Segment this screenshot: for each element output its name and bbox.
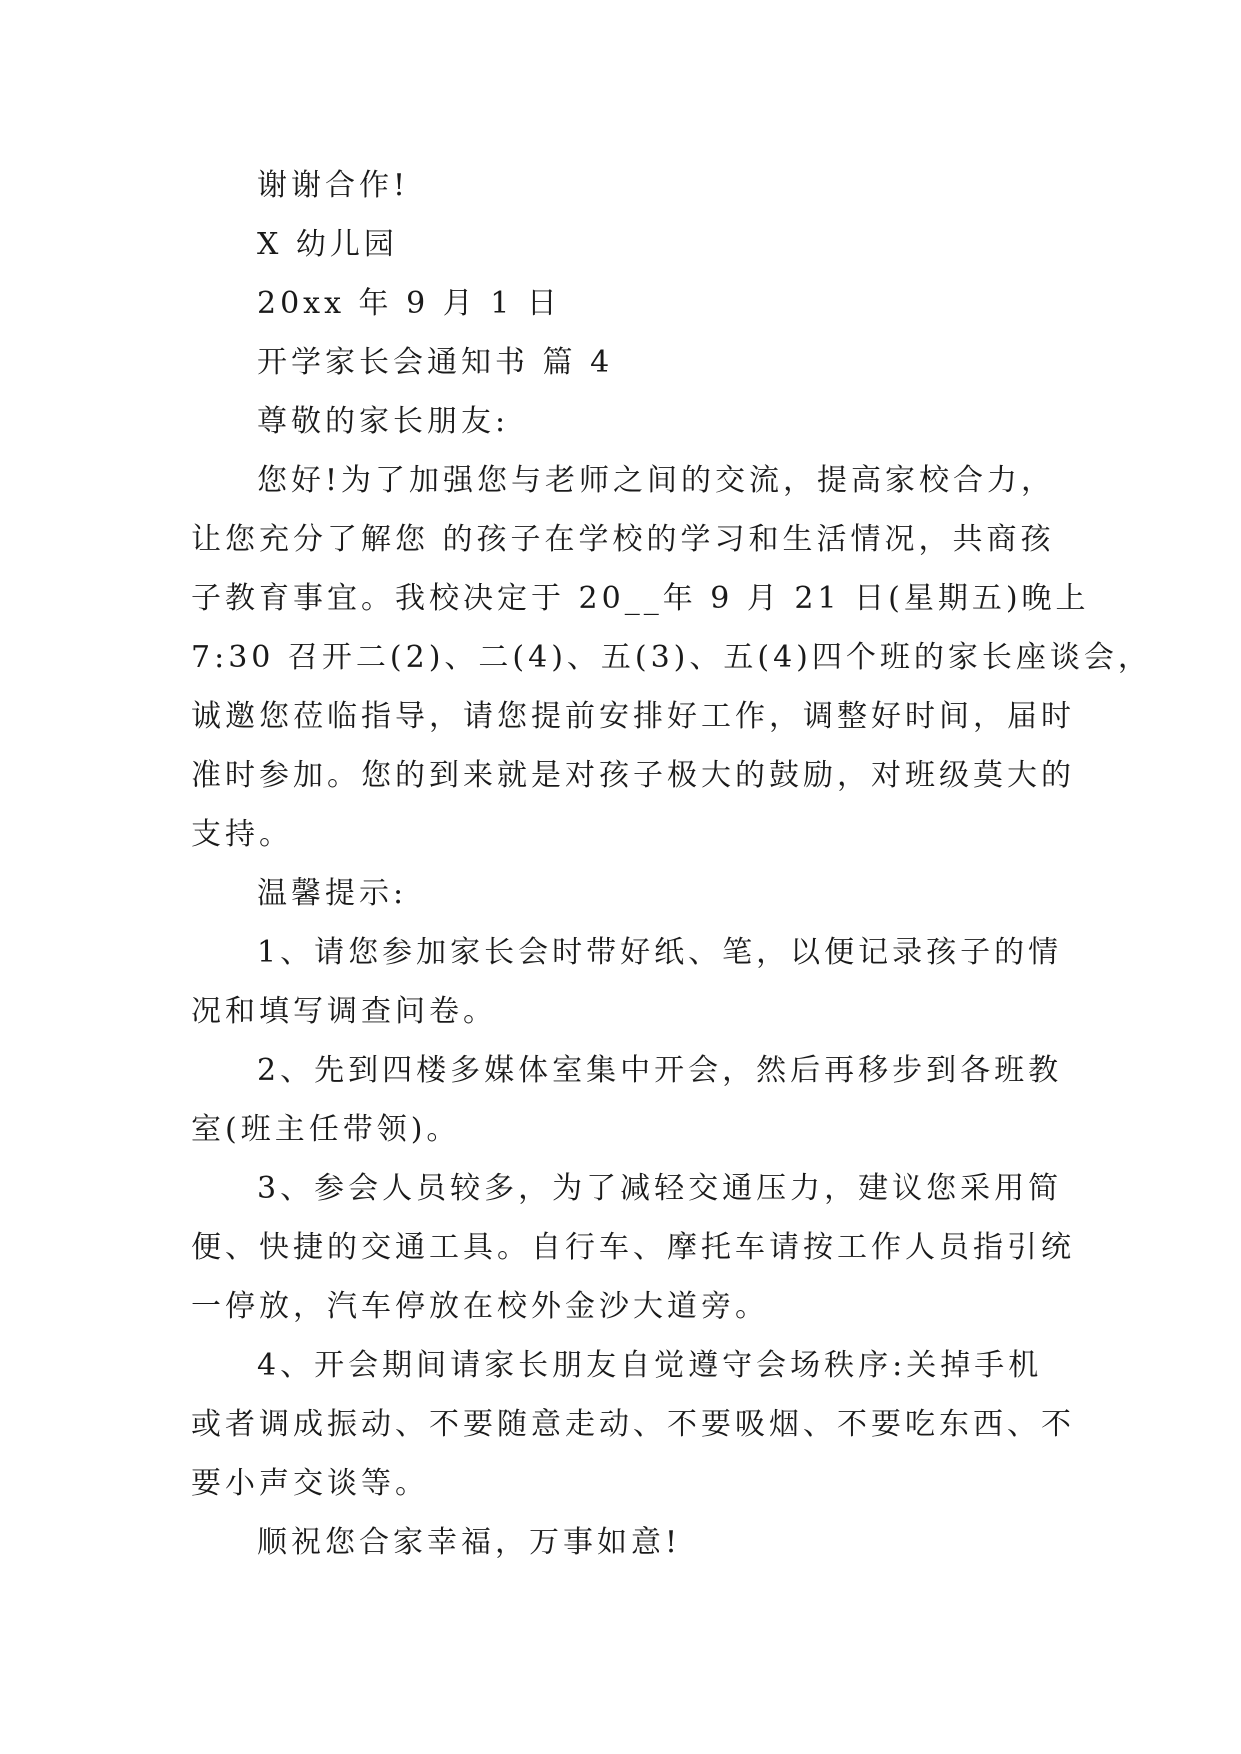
tip-line: 要小声交谈等。 <box>191 1466 429 1501</box>
tip-line: 一停放，汽车停放在校外金沙大道旁。 <box>191 1289 769 1324</box>
body-line: 7:30 召开二(2)、二(4)、五(3)、五(4)四个班的家长座谈会， <box>191 640 1152 675</box>
tip-line: 3、参会人员较多，为了减轻交通压力，建议您采用简 <box>257 1171 1063 1206</box>
body-line: 准时参加。您的到来就是对孩子极大的鼓励，对班级莫大的 <box>191 758 1075 793</box>
closing-wish: 顺祝您合家幸福，万事如意! <box>257 1525 682 1560</box>
tips-heading: 温馨提示: <box>257 876 408 911</box>
tip-line: 2、先到四楼多媒体室集中开会，然后再移步到各班教 <box>257 1053 1063 1088</box>
tip-line: 况和填写调查问卷。 <box>191 994 497 1029</box>
tip-line: 或者调成振动、不要随意走动、不要吸烟、不要吃东西、不 <box>191 1407 1075 1442</box>
salutation: 尊敬的家长朋友: <box>257 404 510 439</box>
tip-line: 室(班主任带领)。 <box>191 1112 461 1147</box>
tip-line: 便、快捷的交通工具。自行车、摩托车请按工作人员指引统 <box>191 1230 1075 1265</box>
body-line: 子教育事宜。我校决定于 20__年 9 月 21 日(星期五)晚上 <box>191 581 1090 616</box>
organization-name: X 幼儿园 <box>257 227 398 262</box>
body-line: 您好!为了加强您与老师之间的交流，提高家校合力， <box>257 463 1056 498</box>
tip-line: 4、开会期间请家长朋友自觉遵守会场秩序:关掉手机 <box>257 1348 1043 1383</box>
section-title: 开学家长会通知书 篇 4 <box>257 345 614 380</box>
tip-line: 1、请您参加家长会时带好纸、笔，以便记录孩子的情 <box>257 935 1063 970</box>
body-line: 让您充分了解您 的孩子在学校的学习和生活情况，共商孩 <box>191 522 1055 557</box>
document-body <box>191 156 1152 1572</box>
closing-thanks: 谢谢合作! <box>257 168 410 203</box>
document-date: 20xx 年 9 月 1 日 <box>257 286 561 321</box>
body-line: 支持。 <box>191 817 293 852</box>
body-line: 诚邀您莅临指导，请您提前安排好工作，调整好时间，届时 <box>191 699 1075 734</box>
